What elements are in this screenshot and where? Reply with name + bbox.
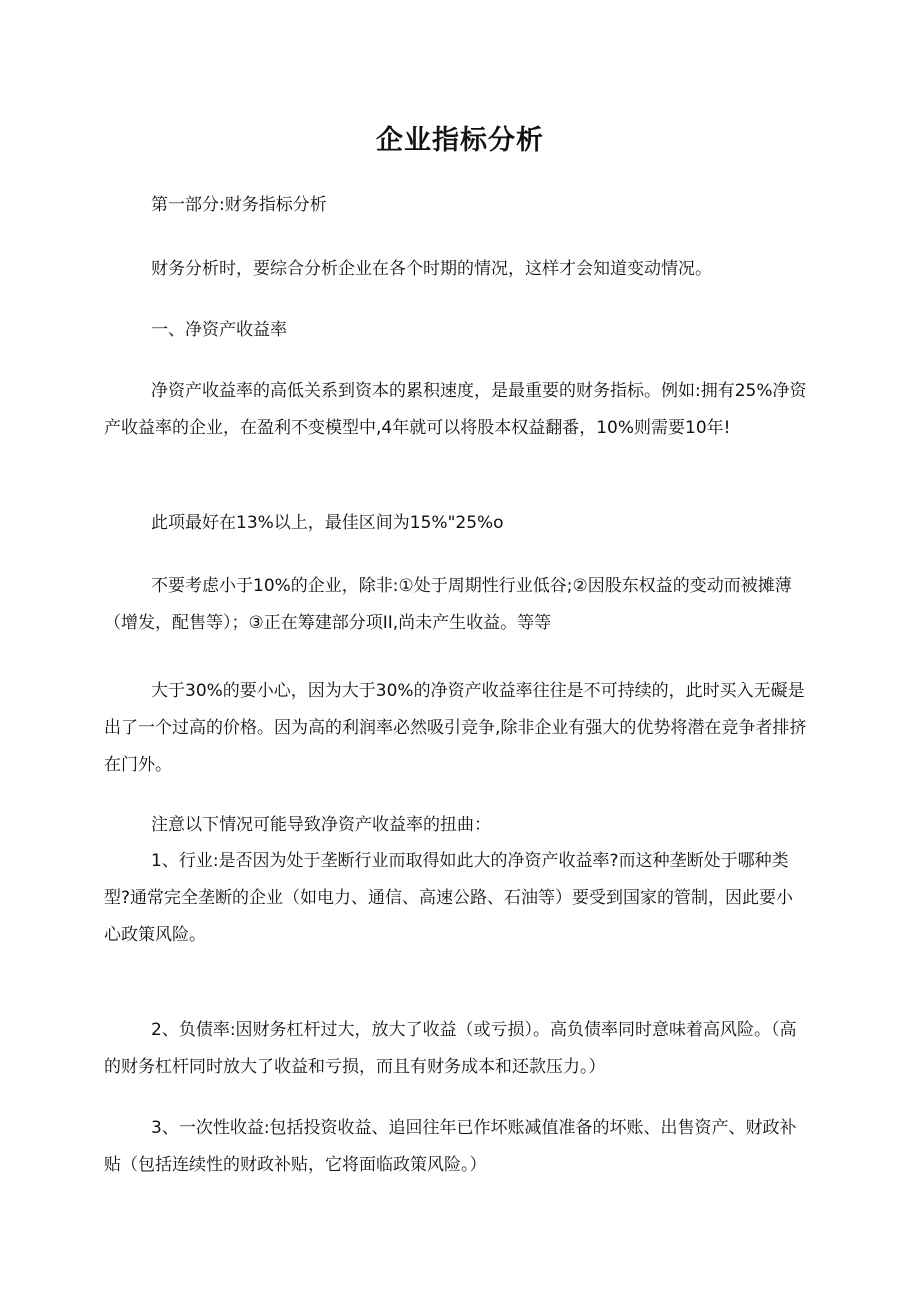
paragraph: 财务分析时，要综合分析企业在各个时期的情况，这样才会知道变动情况。	[151, 259, 712, 279]
subsection-heading: 一、净资产收益率	[151, 320, 287, 340]
list-item: 2、负债率:因财务杠杆过大，放大了收益（或亏损）。高负债率同时意味着高风险。（高的财务杠杆同时放大了收益和亏损，而且有财务成本和还款压力。）	[104, 1020, 797, 1077]
paragraph: 注意以下情况可能导致净资产收益率的扭曲：	[151, 815, 491, 835]
list-item: 3、一次性收益:包括投资收益、追回往年已作坏账减值准备的坏账、出售资产、财政补贴（包括连续性的财政补贴，它将面临政策风险。）	[104, 1118, 797, 1175]
paragraph: 不要考虑小于10%的企业，除非:①处于周期性行业低谷;②因股东权益的变动而被摊薄（增发，配售等）；③正在筹建部分项II,尚未产生收益。等等	[104, 576, 792, 633]
list-item: 1、行业:是否因为处于垄断行业而取得如此大的净资产收益率?而这种垄断处于哪种类型?通常完全垄断的企业（如电力、通信、高速公路、石油等）要受到国家的管制，因此要小心政策风险。	[104, 851, 794, 945]
paragraph: 此项最好在13%以上，最佳区间为15%"25%o	[151, 513, 504, 533]
section-heading: 第一部分:财务指标分析	[151, 195, 327, 215]
paragraph: 净资产收益率的高低关系到资本的累积速度，是最重要的财务指标。例如:拥有25%净资产收益率的企业，在盈利不变模型中,4年就可以将股本权益翻番，10%则需要10年!	[104, 381, 807, 438]
paragraph: 大于30%的要小心，因为大于30%的净资产收益率往往是不可持续的，此时买入无礙是出了一个过高的价格。因为高的利润率必然吸引竞争,除非企业有强大的优势将潜在竞争者排挤在门外。	[104, 681, 807, 775]
document-title: 企业指标分析	[376, 125, 544, 156]
